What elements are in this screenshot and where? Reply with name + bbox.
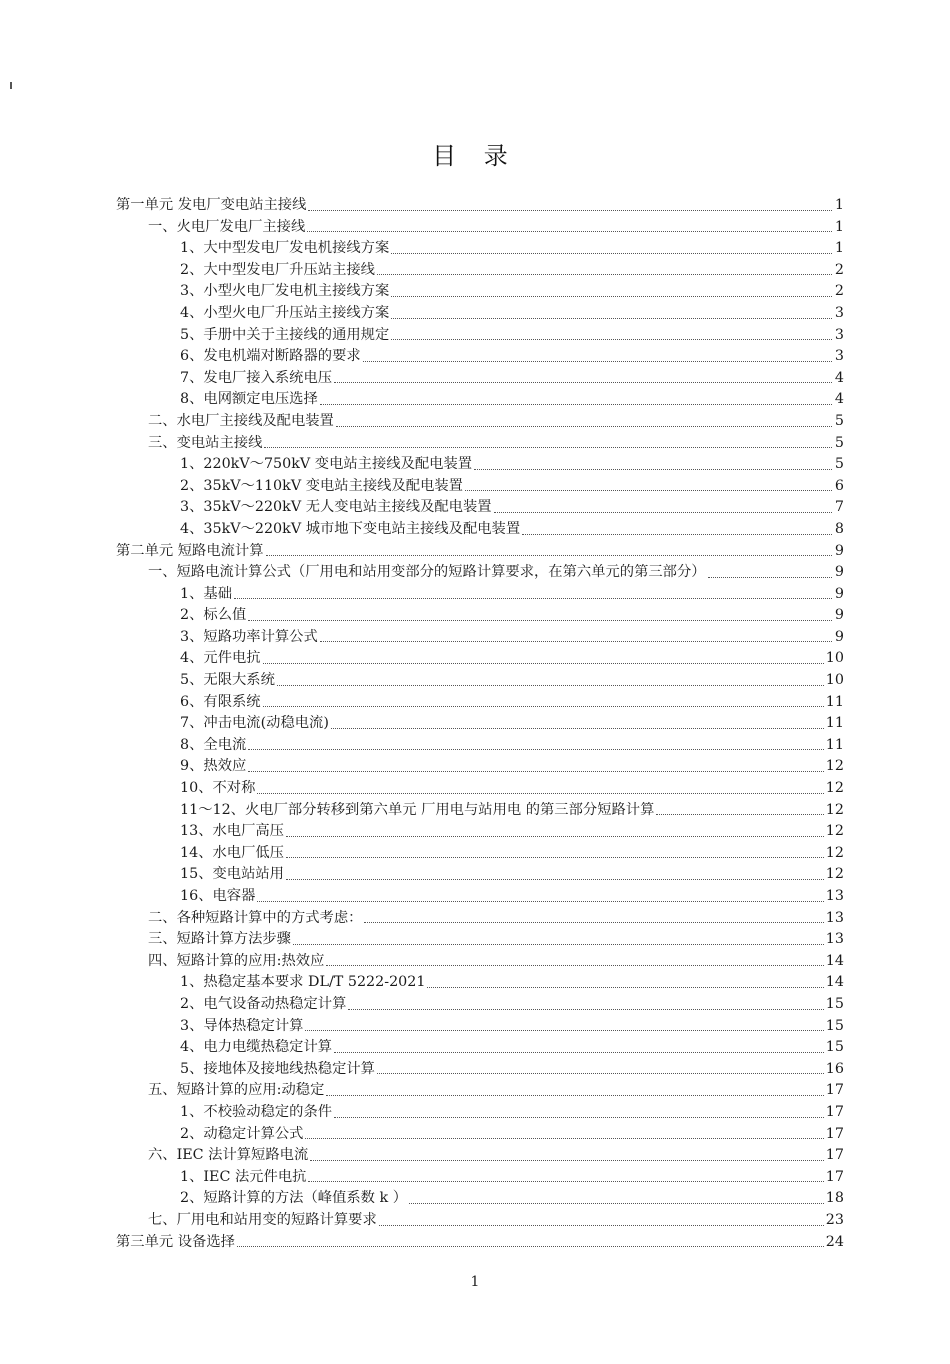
toc-entry-text: 7、发电厂接入系统电压 bbox=[180, 369, 333, 386]
toc-entry-text: 3、35kV～220kV 无人变电站主接线及配电装置 bbox=[180, 499, 492, 516]
toc-entry-page: 6 bbox=[834, 477, 844, 494]
toc-entry-text: 三、变电站主接线 bbox=[148, 434, 263, 451]
toc-entry-text: 六、IEC 法计算短路电流 bbox=[148, 1147, 309, 1164]
toc-entry[interactable] bbox=[116, 1080, 844, 1102]
toc-entry[interactable] bbox=[116, 1102, 844, 1124]
toc-entry[interactable] bbox=[116, 735, 844, 757]
toc-leader-dots bbox=[248, 770, 824, 772]
toc-entry[interactable] bbox=[116, 1037, 844, 1059]
toc-entry-text: 2、大中型发电厂升压站主接线 bbox=[180, 261, 375, 278]
toc-entry-text: 一、火电厂发电厂主接线 bbox=[148, 218, 306, 235]
toc-entry[interactable] bbox=[116, 411, 844, 433]
toc-entry[interactable] bbox=[116, 929, 844, 951]
toc-leader-dots bbox=[348, 1008, 823, 1010]
toc-entry-page: 4 bbox=[834, 369, 844, 386]
toc-leader-dots bbox=[708, 576, 832, 578]
toc-leader-dots bbox=[331, 727, 824, 729]
page-number: 1 bbox=[470, 1274, 480, 1290]
toc-entry-page: 12 bbox=[825, 844, 844, 861]
toc-leader-dots bbox=[248, 619, 832, 621]
toc-entry[interactable] bbox=[116, 368, 844, 390]
toc-entry-page: 12 bbox=[825, 758, 844, 775]
toc-entry-page: 17 bbox=[825, 1147, 844, 1164]
toc-entry[interactable] bbox=[116, 756, 844, 778]
toc-entry[interactable] bbox=[116, 692, 844, 714]
toc-entry[interactable] bbox=[116, 843, 844, 865]
toc-entry[interactable] bbox=[116, 454, 844, 476]
toc-entry-page: 1 bbox=[834, 240, 844, 257]
toc-entry-text: 13、水电厂高压 bbox=[180, 823, 284, 840]
toc-leader-dots bbox=[336, 425, 832, 427]
toc-leader-dots bbox=[326, 1094, 823, 1096]
toc-leader-dots bbox=[522, 533, 832, 535]
toc-leader-dots bbox=[310, 1159, 824, 1161]
toc-entry-text: 5、接地体及接地线热稳定计算 bbox=[180, 1060, 375, 1077]
toc-entry[interactable] bbox=[116, 238, 844, 260]
toc-leader-dots bbox=[286, 878, 824, 880]
toc-leader-dots bbox=[391, 295, 832, 297]
toc-entry-text: 二、各种短路计算中的方式考虑： bbox=[148, 909, 363, 926]
toc-entry-page: 1 bbox=[834, 197, 844, 213]
toc-entry[interactable] bbox=[116, 778, 844, 800]
toc-entry[interactable] bbox=[116, 260, 844, 282]
toc-leader-dots bbox=[363, 360, 832, 362]
toc-leader-dots bbox=[494, 511, 832, 513]
toc-entry-page: 17 bbox=[825, 1125, 844, 1142]
toc-entry-page: 8 bbox=[834, 520, 844, 537]
toc-entry-text: 16、电容器 bbox=[180, 888, 256, 904]
toc-entry-text: 10、不对称 bbox=[180, 780, 256, 797]
toc-entry[interactable] bbox=[116, 476, 844, 498]
toc-entry-page: 13 bbox=[825, 888, 844, 904]
toc-leader-dots bbox=[257, 900, 823, 902]
toc-entry-page: 9 bbox=[834, 564, 844, 581]
toc-entry-text: 9、热效应 bbox=[180, 758, 247, 775]
toc-entry[interactable] bbox=[116, 195, 844, 217]
toc-entry-text: 2、电气设备动热稳定计算 bbox=[180, 995, 347, 1012]
toc-entry-text: 1、热稳定基本要求 DL/T 5222-2021 bbox=[180, 974, 426, 991]
toc-entry-text: 4、小型火电厂升压站主接线方案 bbox=[180, 304, 390, 321]
toc-entry[interactable] bbox=[116, 908, 844, 930]
toc-entry-page: 1 bbox=[834, 218, 844, 235]
toc-entry-text: 第三单元 设备选择 bbox=[116, 1233, 235, 1250]
toc-entry[interactable] bbox=[116, 605, 844, 627]
toc-leader-dots bbox=[334, 381, 832, 383]
toc-entry-page: 12 bbox=[825, 866, 844, 883]
toc-entry-page: 9 bbox=[834, 542, 844, 559]
toc-entry[interactable] bbox=[116, 281, 844, 303]
toc-entry[interactable] bbox=[116, 1232, 844, 1254]
toc-entry-page: 3 bbox=[834, 304, 844, 321]
toc-entry[interactable] bbox=[116, 1124, 844, 1146]
toc-leader-dots bbox=[248, 748, 824, 750]
toc-entry[interactable] bbox=[116, 562, 844, 584]
toc-entry[interactable] bbox=[116, 648, 844, 670]
toc-entry[interactable] bbox=[116, 1167, 844, 1189]
toc-entry[interactable] bbox=[116, 972, 844, 994]
toc-entry-text: 3、短路功率计算公式 bbox=[180, 628, 318, 645]
toc-entry-page: 9 bbox=[834, 585, 844, 602]
toc-entry-text: 2、标么值 bbox=[180, 607, 247, 624]
toc-entry[interactable] bbox=[116, 800, 844, 822]
toc-entry-page: 2 bbox=[834, 283, 844, 300]
toc-entry-page: 16 bbox=[825, 1060, 844, 1077]
toc-entry-page: 10 bbox=[825, 672, 844, 689]
toc-entry[interactable] bbox=[116, 886, 844, 908]
toc-entry-text: 7、冲击电流(动稳电流) bbox=[180, 715, 329, 732]
toc-leader-dots bbox=[474, 468, 832, 470]
toc-leader-dots bbox=[305, 1029, 823, 1031]
toc-entry[interactable] bbox=[116, 346, 844, 368]
toc-entry[interactable] bbox=[116, 1016, 844, 1038]
page-title: 目 录 bbox=[432, 142, 518, 170]
toc-entry-text: 1、IEC 法元件电抗 bbox=[180, 1168, 307, 1185]
toc-entry-text: 4、35kV～220kV 城市地下变电站主接线及配电装置 bbox=[180, 520, 521, 537]
toc-entry-page: 11 bbox=[825, 715, 844, 732]
toc-leader-dots bbox=[334, 1051, 824, 1053]
toc-entry-page: 13 bbox=[825, 909, 844, 926]
toc-entry-text: 1、基础 bbox=[180, 585, 232, 602]
toc-entry-text: 5、手册中关于主接线的通用规定 bbox=[180, 326, 390, 343]
toc-leader-dots bbox=[377, 273, 832, 275]
toc-entry-page: 14 bbox=[825, 974, 844, 991]
toc-leader-dots bbox=[308, 209, 832, 211]
toc-entry[interactable] bbox=[116, 584, 844, 606]
toc-entry-page: 18 bbox=[825, 1190, 844, 1207]
toc-entry[interactable] bbox=[116, 433, 844, 455]
toc-leader-dots bbox=[320, 640, 832, 642]
toc-entry-text: 第二单元 短路电流计算 bbox=[116, 542, 264, 559]
toc-entry-page: 23 bbox=[825, 1211, 844, 1228]
toc-entry-text: 5、无限大系统 bbox=[180, 672, 275, 689]
toc-entry[interactable] bbox=[116, 627, 844, 649]
toc-entry-text: 2、35kV～110kV 变电站主接线及配电装置 bbox=[180, 477, 463, 494]
toc-leader-dots bbox=[234, 597, 832, 599]
toc-leader-dots bbox=[237, 1245, 824, 1247]
toc-entry-page: 14 bbox=[825, 952, 844, 969]
toc-entry-page: 4 bbox=[834, 391, 844, 408]
toc-entry-page: 5 bbox=[834, 434, 844, 451]
toc-entry-text: 14、水电厂低压 bbox=[180, 844, 284, 861]
toc-leader-dots bbox=[656, 813, 823, 815]
toc-entry-page: 5 bbox=[834, 412, 844, 429]
toc-entry-page: 9 bbox=[834, 628, 844, 645]
table-of-contents bbox=[116, 195, 844, 1253]
toc-entry-page: 11 bbox=[825, 693, 844, 710]
toc-entry-text: 1、不校验动稳定的条件 bbox=[180, 1103, 333, 1120]
toc-leader-dots bbox=[320, 403, 832, 405]
toc-entry-page: 17 bbox=[825, 1168, 844, 1185]
toc-entry-page: 13 bbox=[825, 931, 844, 948]
toc-leader-dots bbox=[391, 338, 832, 340]
toc-entry[interactable] bbox=[116, 1210, 844, 1232]
toc-entry-page: 15 bbox=[825, 995, 844, 1012]
toc-entry-text: 8、电网额定电压选择 bbox=[180, 391, 318, 408]
toc-leader-dots bbox=[263, 662, 824, 664]
toc-entry-page: 12 bbox=[825, 801, 844, 818]
toc-leader-dots bbox=[286, 835, 824, 837]
toc-entry[interactable] bbox=[116, 325, 844, 347]
toc-leader-dots bbox=[266, 554, 832, 556]
toc-entry-text: 2、短路计算的方法（峰值系数 k ） bbox=[180, 1190, 408, 1207]
toc-entry-page: 3 bbox=[834, 326, 844, 343]
toc-leader-dots bbox=[465, 489, 832, 491]
toc-leader-dots bbox=[409, 1202, 824, 1204]
toc-entry-page: 12 bbox=[825, 780, 844, 797]
toc-entry-page: 15 bbox=[825, 1017, 844, 1034]
toc-entry-text: 15、变电站站用 bbox=[180, 866, 284, 883]
toc-leader-dots bbox=[286, 856, 824, 858]
toc-entry-text: 三、短路计算方法步骤 bbox=[148, 931, 291, 948]
toc-leader-dots bbox=[277, 684, 824, 686]
toc-leader-dots bbox=[305, 1137, 823, 1139]
toc-entry[interactable] bbox=[116, 670, 844, 692]
toc-leader-dots bbox=[326, 964, 823, 966]
toc-entry-text: 6、有限系统 bbox=[180, 693, 261, 710]
toc-leader-dots bbox=[379, 1224, 824, 1226]
toc-leader-dots bbox=[391, 252, 832, 254]
toc-entry[interactable] bbox=[116, 1188, 844, 1210]
toc-entry[interactable] bbox=[116, 303, 844, 325]
toc-entry-page: 12 bbox=[825, 823, 844, 840]
toc-entry-text: 1、大中型发电厂发电机接线方案 bbox=[180, 240, 390, 257]
toc-entry[interactable] bbox=[116, 519, 844, 541]
toc-entry[interactable] bbox=[116, 1059, 844, 1081]
toc-entry-page: 2 bbox=[834, 261, 844, 278]
toc-leader-dots bbox=[307, 230, 832, 232]
toc-entry-text: 3、导体热稳定计算 bbox=[180, 1017, 304, 1034]
toc-entry-page: 7 bbox=[834, 499, 844, 516]
toc-leader-dots bbox=[391, 317, 832, 319]
toc-leader-dots bbox=[308, 1180, 823, 1182]
toc-leader-dots bbox=[263, 705, 824, 707]
toc-entry-page: 11 bbox=[825, 736, 844, 753]
toc-entry[interactable] bbox=[116, 821, 844, 843]
toc-entry[interactable] bbox=[116, 994, 844, 1016]
toc-entry-page: 17 bbox=[825, 1103, 844, 1120]
toc-entry-page: 15 bbox=[825, 1039, 844, 1056]
toc-entry-page: 3 bbox=[834, 348, 844, 365]
toc-entry[interactable] bbox=[116, 497, 844, 519]
toc-entry-text: 4、元件电抗 bbox=[180, 650, 261, 667]
toc-leader-dots bbox=[334, 1116, 824, 1118]
toc-leader-dots bbox=[427, 986, 823, 988]
toc-entry-text: 6、发电机端对断路器的要求 bbox=[180, 348, 361, 365]
toc-leader-dots bbox=[377, 1072, 824, 1074]
toc-leader-dots bbox=[364, 921, 823, 923]
toc-entry[interactable] bbox=[116, 1145, 844, 1167]
toc-entry-text: 8、全电流 bbox=[180, 736, 247, 753]
toc-entry-text: 2、动稳定计算公式 bbox=[180, 1125, 304, 1142]
toc-entry[interactable] bbox=[116, 217, 844, 239]
toc-entry[interactable] bbox=[116, 713, 844, 735]
toc-entry-text: 一、短路电流计算公式（厂用电和站用变部分的短路计算要求，在第六单元的第三部分） bbox=[148, 564, 706, 581]
scan-artifact bbox=[10, 82, 12, 89]
toc-entry[interactable] bbox=[116, 951, 844, 973]
toc-entry-text: 11～12、火电厂部分转移到第六单元 厂用电与站用电 的第三部分短路计算 bbox=[180, 801, 655, 818]
toc-entry-page: 10 bbox=[825, 650, 844, 667]
toc-entry-page: 5 bbox=[834, 456, 844, 473]
toc-entry-text: 1、220kV～750kV 变电站主接线及配电装置 bbox=[180, 456, 473, 473]
toc-entry-text: 四、短路计算的应用:热效应 bbox=[148, 952, 325, 969]
toc-entry-page: 9 bbox=[834, 607, 844, 624]
toc-entry-page: 17 bbox=[825, 1082, 844, 1099]
toc-entry-text: 七、厂用电和站用变的短路计算要求 bbox=[148, 1211, 377, 1228]
toc-entry[interactable] bbox=[116, 541, 844, 563]
toc-leader-dots bbox=[264, 446, 832, 448]
toc-entry[interactable] bbox=[116, 864, 844, 886]
toc-entry-text: 4、电力电缆热稳定计算 bbox=[180, 1039, 333, 1056]
toc-entry-text: 3、小型火电厂发电机主接线方案 bbox=[180, 283, 390, 300]
toc-entry[interactable] bbox=[116, 389, 844, 411]
toc-entry-text: 第一单元 发电厂变电站主接线 bbox=[116, 197, 307, 213]
toc-leader-dots bbox=[293, 943, 824, 945]
toc-entry-text: 五、短路计算的应用:动稳定 bbox=[148, 1082, 325, 1099]
toc-entry-page: 24 bbox=[825, 1233, 844, 1250]
toc-entry-text: 二、水电厂主接线及配电装置 bbox=[148, 412, 334, 429]
toc-leader-dots bbox=[257, 792, 823, 794]
